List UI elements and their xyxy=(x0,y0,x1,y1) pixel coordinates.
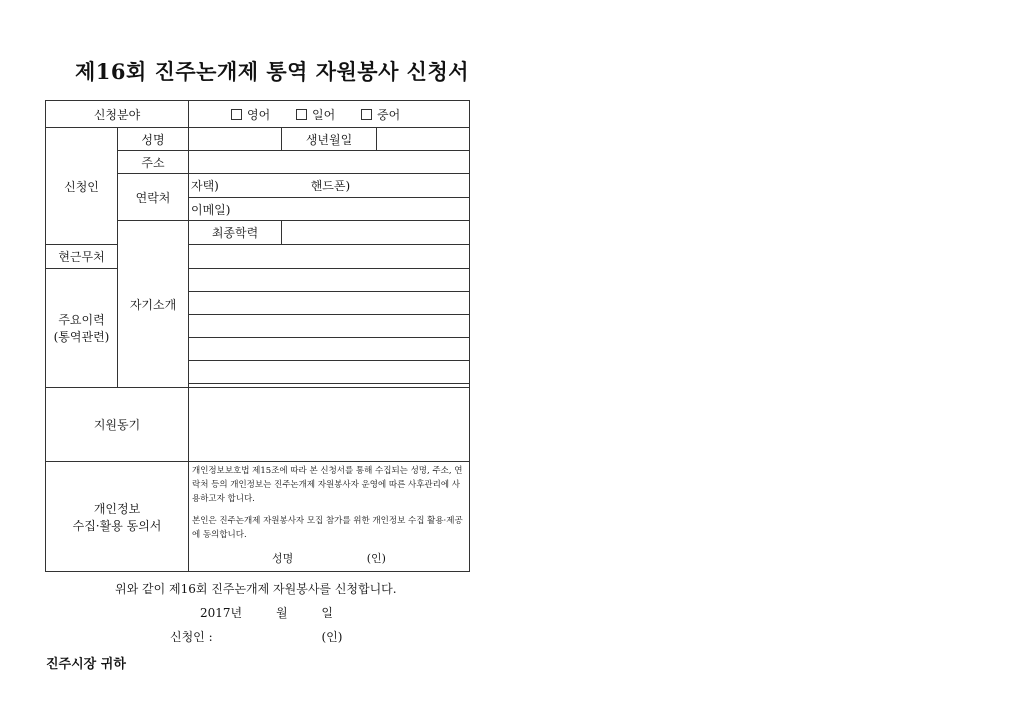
career-line[interactable] xyxy=(189,292,470,315)
applicant-signature: 신청인 : (인) xyxy=(170,630,343,644)
applicant-label: 신청인 xyxy=(46,128,118,245)
birth-field[interactable] xyxy=(377,128,470,151)
career-line[interactable] xyxy=(189,338,470,361)
career-line[interactable] xyxy=(189,361,470,384)
phone-field[interactable] xyxy=(189,174,470,198)
motive-field[interactable] xyxy=(189,388,470,462)
option-japanese[interactable]: 일어 xyxy=(296,106,335,123)
career-line[interactable] xyxy=(189,269,470,292)
contact-label: 연락처 xyxy=(118,174,189,221)
checkbox-icon[interactable] xyxy=(361,109,372,120)
privacy-label: 개인정보 수집·활용 동의서 xyxy=(46,462,189,572)
consent-signature: 성명 (인) xyxy=(272,552,386,565)
application-form-table xyxy=(45,100,470,572)
checkbox-icon[interactable] xyxy=(296,109,307,120)
form-title: 제16회 진주논개제 통역 자원봉사 신청서 xyxy=(75,59,470,84)
name-field[interactable] xyxy=(189,128,282,151)
application-statement: 위와 같이 제16회 진주논개제 자원봉사를 신청합니다. xyxy=(115,582,397,596)
address-label: 주소 xyxy=(118,151,189,174)
career-line[interactable] xyxy=(189,315,470,338)
address-field[interactable] xyxy=(189,151,470,174)
field-label: 신청분야 xyxy=(46,101,189,128)
home-phone-label: 자택) xyxy=(191,179,219,193)
birth-label: 생년월일 xyxy=(282,128,377,151)
education-field[interactable] xyxy=(282,221,470,245)
education-label: 최종학력 xyxy=(189,221,282,245)
mobile-phone-label: 핸드폰) xyxy=(310,179,351,193)
privacy-consent-text: 개인정보보호법 제15조에 따라 본 신청서를 통해 수집되는 성명, 주소, 연락처 등의 개인정보는 진주논개제 자원봉사자 운영에 따른 사후관리에 사용하고자 합니다. 본인은 진주논개제 자원봉사자 모집 참가를 위한 개인정보 수집 활용·제공에 동의합니다. 성명 (인) xyxy=(189,462,470,572)
addressee: 진주시장 귀하 xyxy=(46,657,126,672)
workplace-label: 현근무처 xyxy=(46,245,118,269)
email-label: 이메일) xyxy=(191,202,231,217)
career-label: 주요이력 (통역관련) xyxy=(46,269,118,388)
motive-label: 지원동기 xyxy=(46,388,189,462)
option-english[interactable]: 영어 xyxy=(231,106,270,123)
workplace-field[interactable] xyxy=(189,245,470,269)
name-label: 성명 xyxy=(118,128,189,151)
email-field[interactable] xyxy=(189,198,470,221)
option-chinese[interactable]: 중어 xyxy=(361,106,400,123)
checkbox-icon[interactable] xyxy=(231,109,242,120)
field-options xyxy=(189,101,470,128)
date-line: 2017년 월 일 xyxy=(200,606,333,620)
intro-label: 자기소개 xyxy=(118,221,189,388)
